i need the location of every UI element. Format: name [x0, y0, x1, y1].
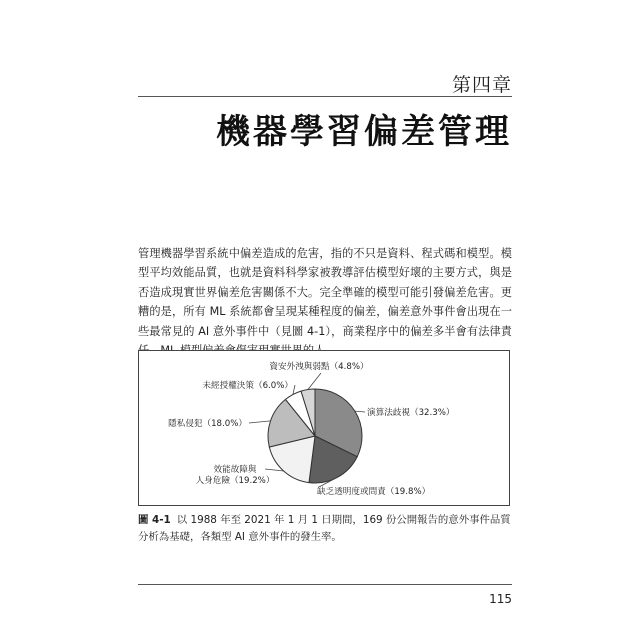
caption-label: 圖 4-1 — [138, 514, 171, 526]
leader-line — [265, 469, 284, 471]
slice-label: 人身危險（19.2%） — [195, 476, 275, 486]
leader-line — [249, 421, 271, 423]
slice-label: 演算法歧視（32.3%） — [367, 408, 455, 418]
figure-caption — [138, 512, 514, 546]
caption-text: 以 1988 年至 2021 年 1 月 1 日期間，169 份公開報告的意外事件品質分析為基礎，各類型 AI 意外事件的發生率。 — [138, 514, 511, 543]
leader-line — [308, 373, 321, 390]
footer-rule — [138, 584, 512, 585]
slice-label: 資安外洩與弱點（4.8%） — [269, 362, 369, 372]
slice-label: 缺乏透明度或問責（19.8%） — [317, 487, 431, 497]
figure-box — [138, 350, 510, 506]
pie-chart — [139, 351, 511, 507]
slice-label: 未經授權決策（6.0%） — [202, 381, 293, 391]
body-paragraph: 管理機器學習系統中偏差造成的危害，指的不只是資料、程式碼和模型。模型平均效能品質，也就是資料科學家被教導評估模型好壞的主要方式，與是否造成現實世界偏差危害關係不大。完全準確的模型可能引發偏差危害。更糟的是，所有 ML 系統都會呈現某種程度的偏差，偏差意外事件會出現在一些最常見的 AI 意外事件中（見圖 4-1），商業程序中的偏差多半會有法律責 — [138, 247, 512, 338]
title-rule — [138, 96, 512, 97]
chapter-title: 機器學習偏差管理 — [216, 112, 512, 152]
slice-label: 效能故障與 — [213, 465, 257, 475]
page-number: 115 — [489, 592, 512, 606]
chapter-label: 第四章 — [451, 74, 512, 96]
leader-line — [355, 411, 365, 412]
slice-label: 隱私侵犯（18.0%） — [168, 419, 247, 429]
